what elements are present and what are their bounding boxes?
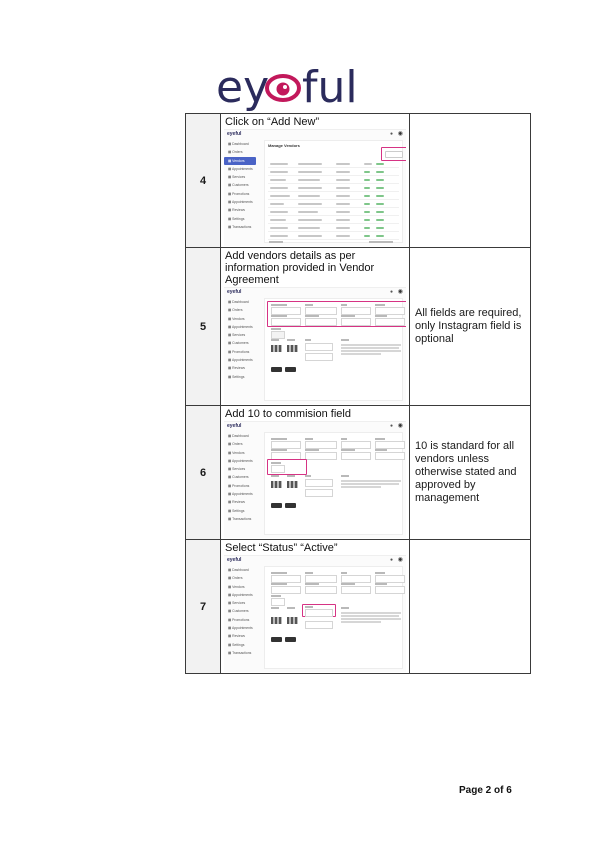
add-vendor-form-screenshot	[224, 287, 406, 404]
steps-table	[185, 113, 531, 674]
step-instruction: Add 10 to commision field	[225, 408, 351, 420]
mini-user-icon: ●	[389, 289, 393, 295]
highlight-add-new	[381, 147, 406, 161]
mini-form-panel	[264, 432, 403, 535]
mini-eye-icon: ◉	[397, 289, 403, 295]
vendors-list-screenshot	[224, 129, 406, 246]
commission-field-screenshot	[224, 421, 406, 538]
mini-user-icon: ●	[389, 131, 393, 137]
mini-user-icon: ●	[389, 557, 393, 563]
mini-brand: eyeful	[227, 131, 242, 137]
step-screenshot-cell	[221, 114, 410, 248]
mini-eye-icon: ◉	[397, 557, 403, 563]
mini-form-panel	[264, 298, 403, 401]
mini-sidebar: ▦ Dashboard ▦ Orders ▦ Vendors ▦ Appointments ▦ Services ▦ Customers ▦ Promotions ▦ Appointments ▦ Reviews ▦ Settings	[228, 300, 253, 379]
mini-brand: eyeful	[227, 423, 242, 429]
svg-text:ey: ey	[216, 64, 270, 112]
mini-sidebar: ▦ Dashboard ▦ Orders ▦ Vendors ▦ Appointments ▦ Services ▦ Customers ▦ Promotions ▦ Appointments ▦ Reviews ▦ Settings ▦ Transactions	[228, 568, 253, 655]
mini-panel-title: Manage Vendors	[268, 143, 300, 148]
step-number: 5	[186, 248, 221, 406]
step-number: 4	[186, 114, 221, 248]
step-screenshot-cell	[221, 248, 410, 406]
mini-eye-icon: ◉	[397, 131, 403, 137]
step-row-4	[186, 114, 531, 248]
step-note	[410, 540, 531, 674]
step-note: 10 is standard for all vendors unless otherwise stated and approved by management	[410, 406, 531, 540]
mini-form-panel	[264, 566, 403, 669]
step-number: 7	[186, 540, 221, 674]
mini-sidebar: ▦ Dashboard ▦ Orders ▦ Vendors ▦ Appointments ▦ Services ▦ Customers ▦ Promotions ▦ Appointments ▦ Reviews ▦ Settings ▦ Transactions	[228, 434, 253, 521]
step-screenshot-cell	[221, 540, 410, 674]
eyeful-logo	[216, 64, 386, 112]
step-row-5	[186, 248, 531, 406]
step-number: 6	[186, 406, 221, 540]
step-instruction: Click on “Add New”	[225, 116, 320, 128]
status-field-screenshot	[224, 555, 406, 672]
step-instruction: Select “Status” “Active”	[225, 542, 338, 554]
mini-brand: eyeful	[227, 557, 242, 563]
mini-brand: eyeful	[227, 289, 242, 295]
svg-text:ful: ful	[302, 64, 358, 112]
mini-eye-icon: ◉	[397, 423, 403, 429]
step-row-6	[186, 406, 531, 540]
page-number: Page 2 of 6	[459, 785, 512, 796]
step-note	[410, 114, 531, 248]
mini-sidebar: ▦ Dashboard ▦ Orders ▦ Vendors ▦ Appointments ▦ Services ▦ Customers ▦ Promotions ▦ Appointments ▦ Reviews ▦ Settings ▦ Transactions	[224, 140, 258, 231]
mini-user-icon: ●	[389, 423, 393, 429]
step-screenshot-cell	[221, 406, 410, 540]
step-row-7	[186, 540, 531, 674]
step-note: All fields are required, only Instagram field is optional	[410, 248, 531, 406]
mini-vendors-panel	[264, 140, 403, 243]
step-instruction: Add vendors details as per information provided in Vendor Agreement	[225, 250, 375, 286]
